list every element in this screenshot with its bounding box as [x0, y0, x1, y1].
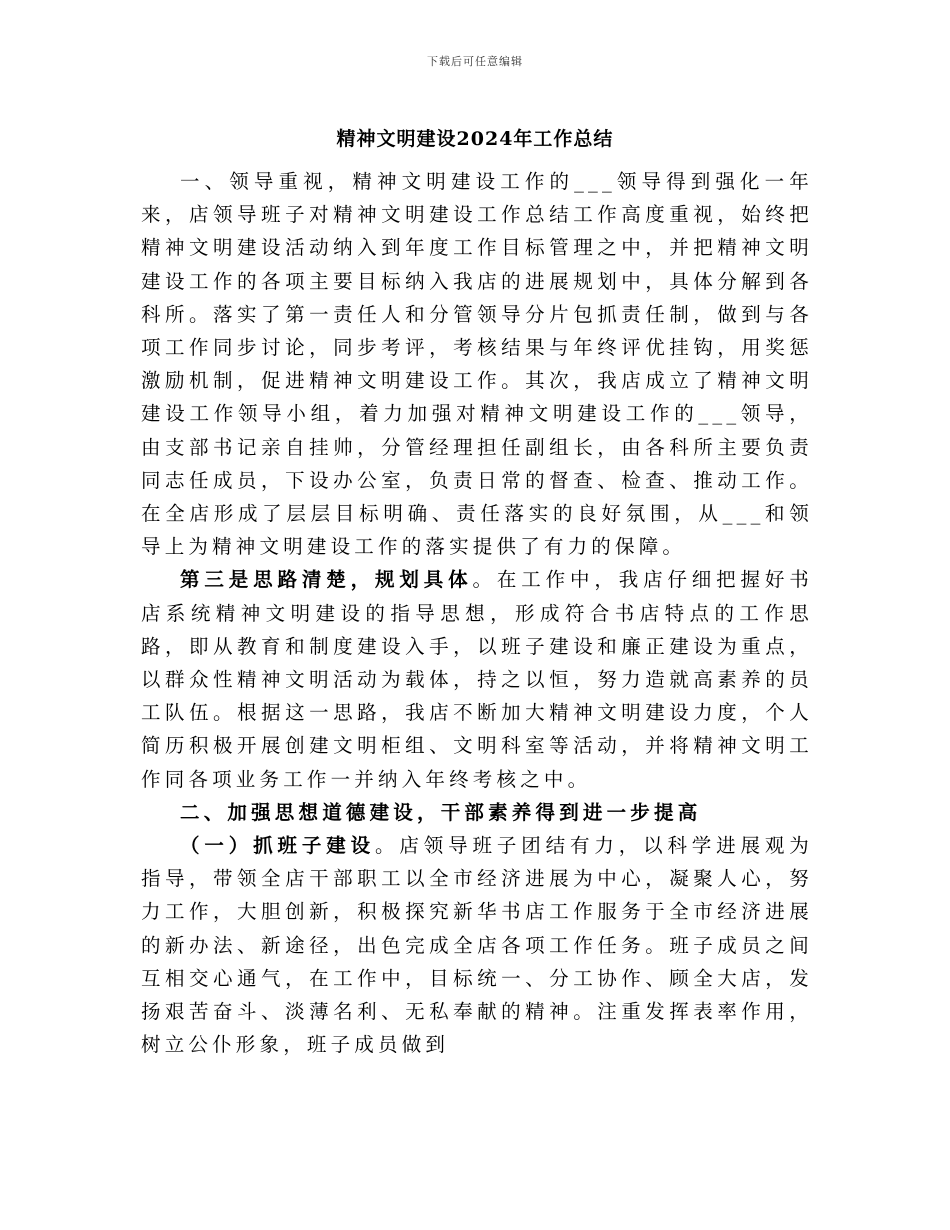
paragraph-team-building-lead: （一）抓班子建设	[180, 834, 375, 858]
paragraph-approach-text: 。在工作中，我店仔细把握好书店系统精神文明建设的指导思想，形成符合书店特点的工作思路，即从教育和制度建设入手，以班子建设和廉正建设为重点，以群众性精神文明活动为载体，持之以恒，努力造就高素养的员工队伍。根据这一思路，我店不断加大精神文明建设力度，个人简历积极开展创建文明柜组、文明科室等活动，并将精神文明工作同各项业务工作一并纳入年终考核之中。	[141, 568, 813, 791]
page-header: 下载后可任意编辑	[427, 55, 523, 68]
document-body	[141, 165, 813, 1061]
paragraph-team-building	[141, 829, 813, 1061]
section-heading-2: 二、加强思想道德建设，干部素养得到进一步提高	[180, 800, 702, 824]
paragraph-team-building-text: 。店领导班子团结有力，以科学进展观为指导，带领全店干部职工以全市经济进展为中心，凝聚人心，努力工作，大胆创新，积极探究新华书店工作服务于全市经济进展的新办法、新途径，出色完成全店各项工作任务。班子成员之间互相交心通气，在工作中，目标统一、分工协作、顾全大店，发扬艰苦奋斗、淡薄名利、无私奉献的精神。注重发挥表率作用，树立公仆形象，班子成员做到	[141, 834, 813, 1057]
paragraph-leadership: 一、领导重视，精神文明建设工作的___领导得到强化一年来，店领导班子对精神文明建设工作总结工作高度重视，始终把精神文明建设活动纳入到年度工作目标管理之中，并把精神文明建设工作的各项主要目标纳入我店的进展规划中，具体分解到各科所。落实了第一责任人和分管领导分片包抓责任制，做到与各项工作同步讨论，同步考评，考核结果与年终评优挂钩，用奖惩激励机制，促进精神文明建设工作。其次，我店成立了精神文明建设工作领导小组，着力加强对精神文明建设工作的___领导，由支部书记亲自挂帅，分管经理担任副组长，由各科所主要负责同志任成员，下设办公室，负责日常的督查、检查、推动工作。在全店形成了层层目标明确、责任落实的良好氛围，从___和领导上为精神文明建设工作的落实提供了有力的保障。	[141, 170, 813, 559]
paragraph-approach	[141, 563, 813, 795]
paragraph-approach-lead: 第三是思路清楚，规划具体	[180, 568, 473, 592]
document-title: 精神文明建设2024年工作总结	[336, 128, 614, 150]
